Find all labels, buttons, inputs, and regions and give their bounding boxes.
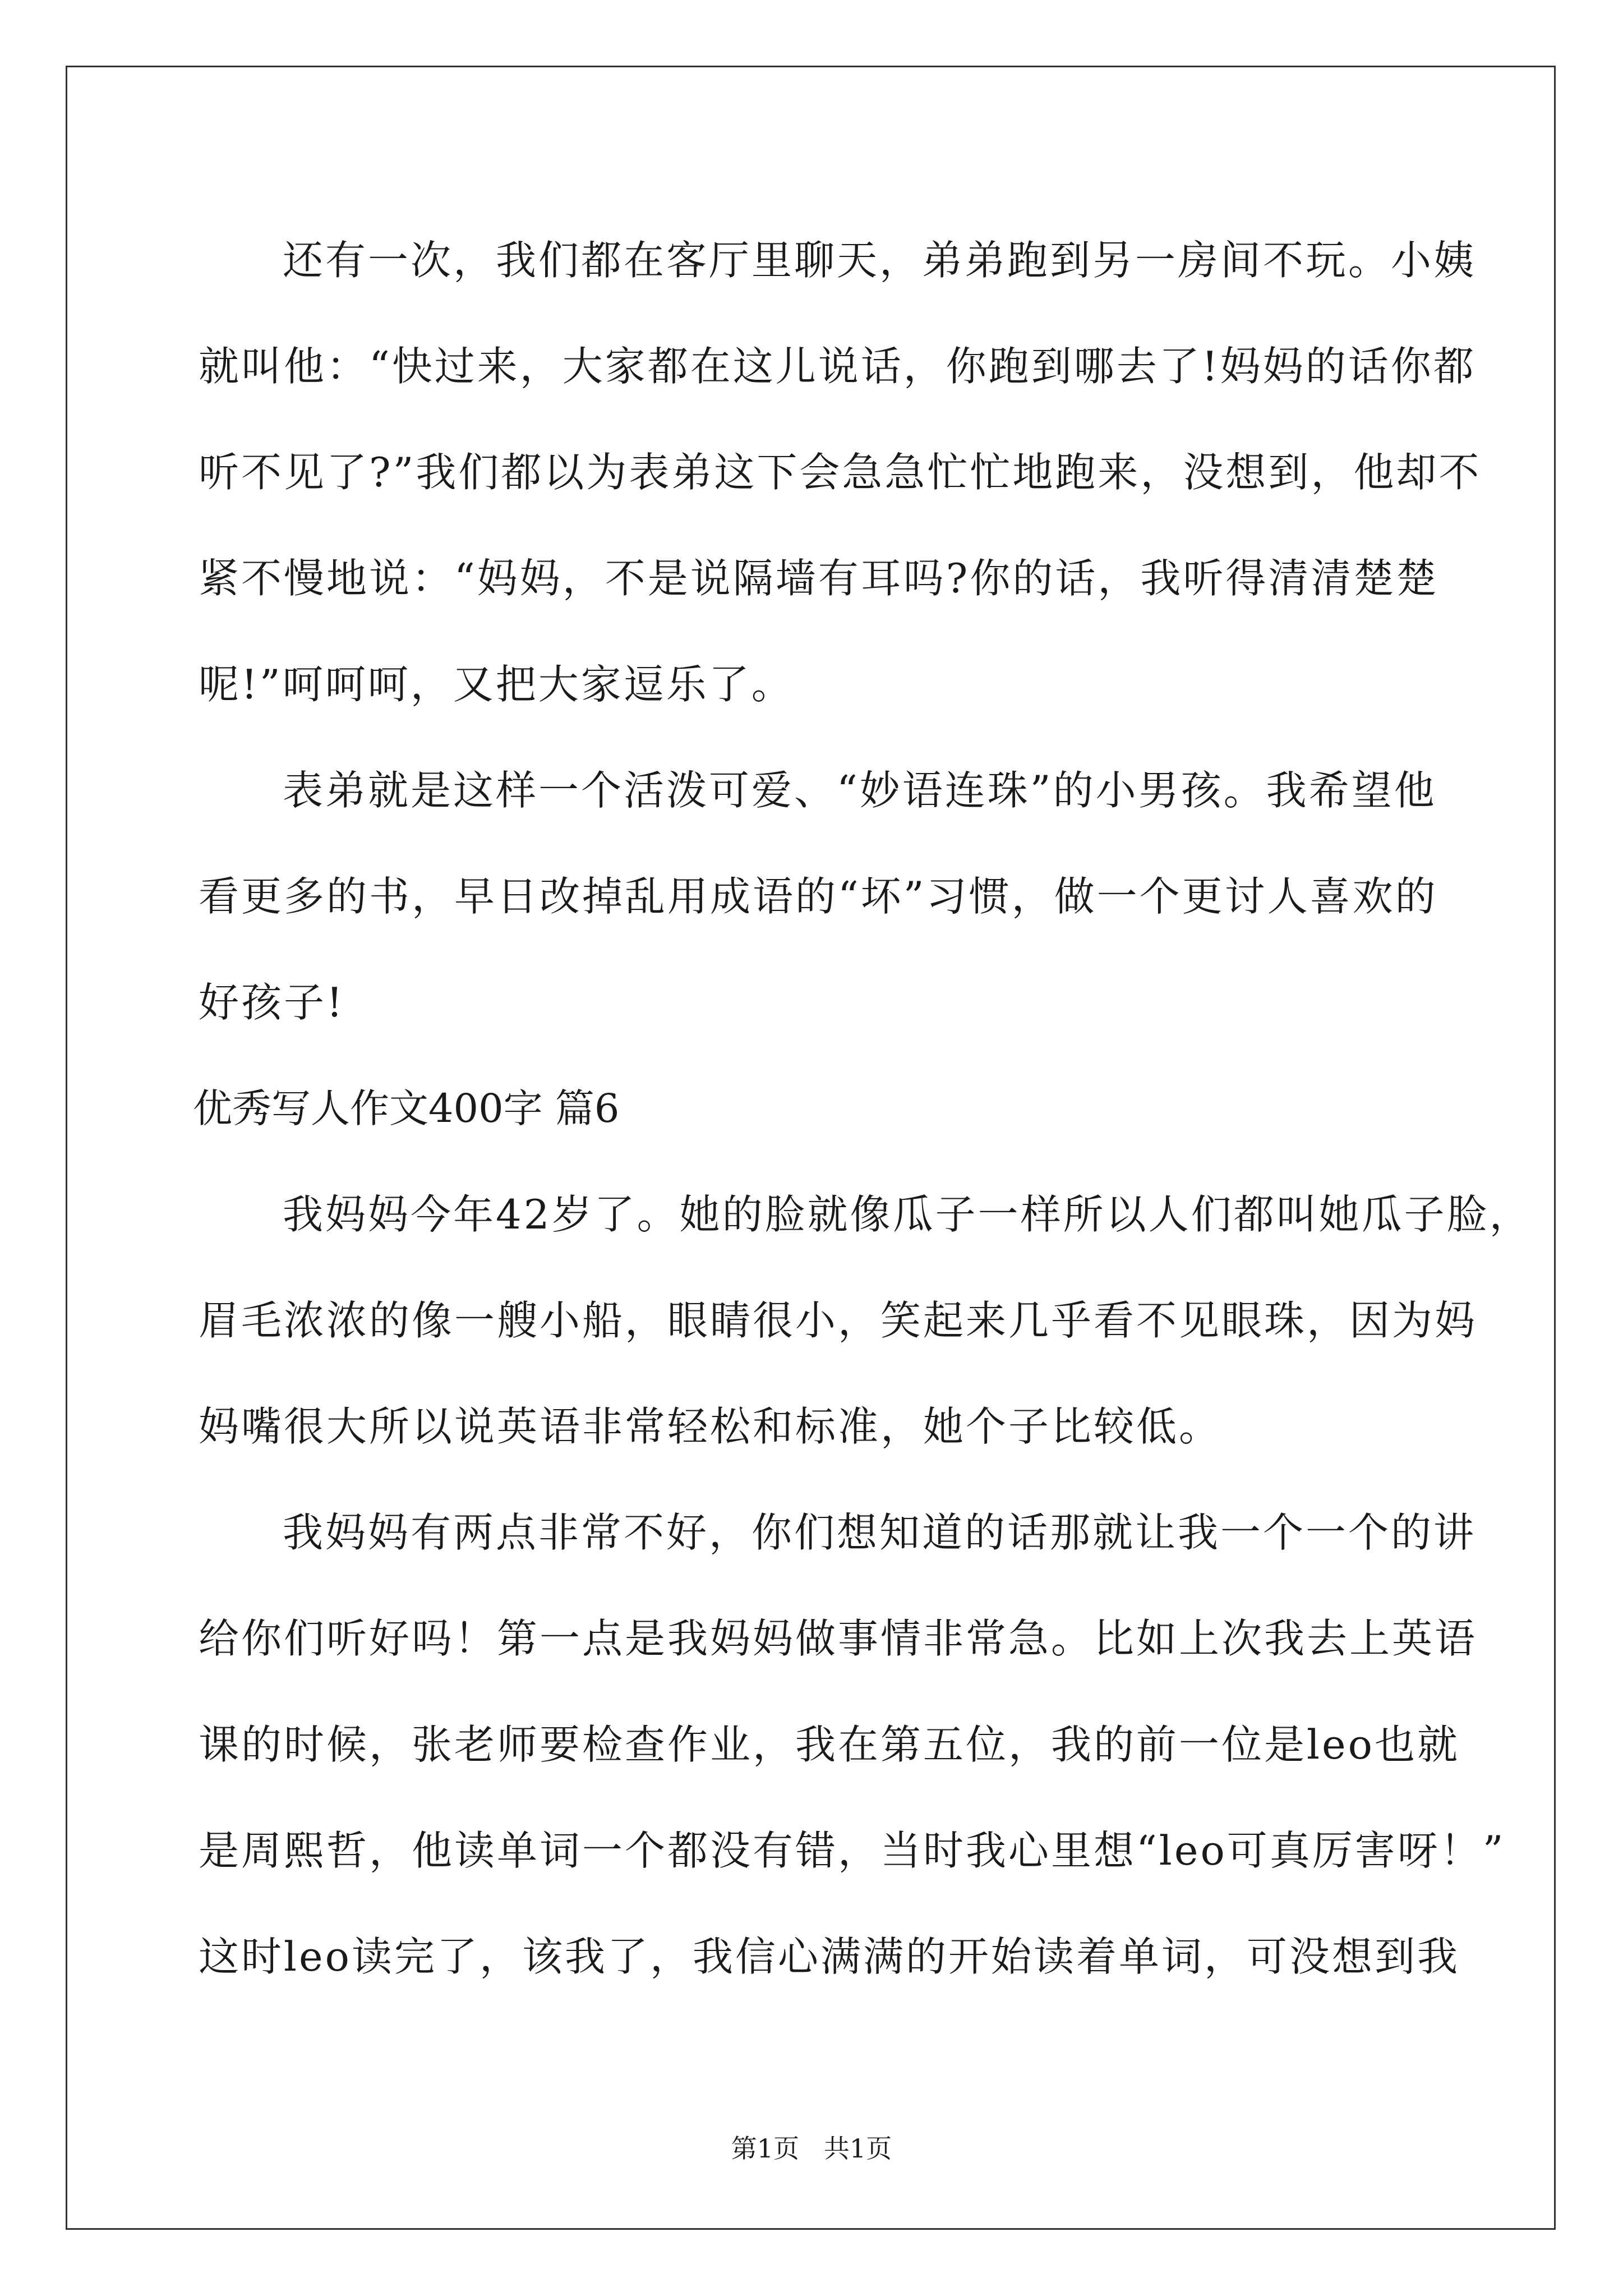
text-line: 呢!”呵呵呵，又把大家逗乐了。 xyxy=(199,661,794,708)
section-heading: 优秀写人作文400字 篇6 xyxy=(193,1085,620,1131)
text-line: 课的时候，张老师要检查作业，我在第五位，我的前一位是leo也就 xyxy=(199,1721,1460,1768)
paragraph xyxy=(199,208,1482,738)
paragraph xyxy=(199,1162,1532,1480)
text-line: 就叫他：“快过来，大家都在这儿说话，你跑到哪去了!妈妈的话你都 xyxy=(199,343,1476,390)
paragraph xyxy=(199,1480,1506,2010)
text-line: 紧不慢地说：“妈妈，不是说隔墙有耳吗?你的话，我听得清清楚楚 xyxy=(199,555,1439,602)
document-body xyxy=(193,208,1532,2010)
text-line: 听不见了?”我们都以为表弟这下会急急忙忙地跑来，没想到，他却不 xyxy=(199,449,1482,496)
text-line: 妈嘴很大所以说英语非常轻松和标准，她个子比较低。 xyxy=(199,1403,1222,1450)
text-line: 表弟就是这样一个活泼可爱、“妙语连珠”的小男孩。我希望他 xyxy=(283,767,1437,814)
paragraph xyxy=(199,738,1438,1056)
text-line: 这时leo读完了，该我了，我信心满满的开始读着单词，可没想到我 xyxy=(199,1933,1460,1980)
text-line: 是周熙哲，他读单词一个都没有错，当时我心里想“leo可真厉害呀！” xyxy=(199,1827,1506,1874)
text-line: 我妈妈今年42岁了。她的脸就像瓜子一样所以人们都叫她瓜子脸， xyxy=(283,1191,1532,1238)
text-line: 给你们听好吗！第一点是我妈妈做事情非常急。比如上次我去上英语 xyxy=(199,1615,1478,1662)
text-line: 我妈妈有两点非常不好，你们想知道的话那就让我一个一个的讲 xyxy=(283,1509,1477,1556)
text-line: 还有一次，我们都在客厅里聊天，弟弟跑到另一房间不玩。小姨 xyxy=(283,237,1477,284)
text-line: 好孩子! xyxy=(199,979,345,1026)
page-footer: 第1页 共1页 xyxy=(731,2133,892,2164)
text-line: 看更多的书，早日改掉乱用成语的“坏”习惯，做一个更讨人喜欢的 xyxy=(199,873,1438,920)
text-line: 眉毛浓浓的像一艘小船，眼睛很小，笑起来几乎看不见眼珠，因为妈 xyxy=(199,1297,1478,1344)
